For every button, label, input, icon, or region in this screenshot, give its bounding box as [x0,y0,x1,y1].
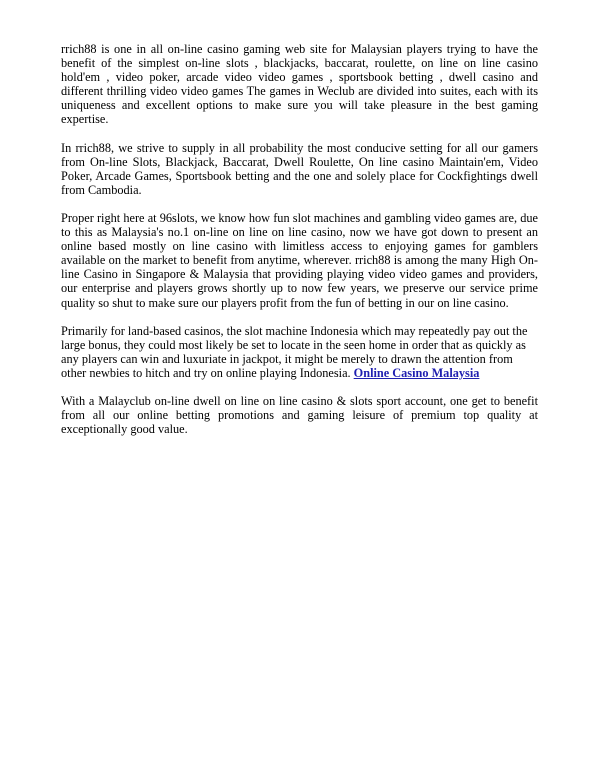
paragraph-slot-machine-text: Primarily for land-based casinos, the slot machine Indonesia which may repeatedly pay out the large bonus, they could most likely be set to locate in the seen home in order that as quickly as any players can win and luxuriate in jackpot, it might be merely to drawn the attention from other newbies to hitch and try on online playing Indonesia. [61,323,528,380]
paragraph-slot-machine [61,324,538,380]
online-casino-malaysia-link[interactable]: Online Casino Malaysia [353,365,480,380]
paragraph-games: In rrich88, we strive to supply in all probability the most conducive setting for all our gamers from On-line Slots, Blackjack, Baccarat, Dwell Roulette, On line casino Maintain'em, Video Poker, Arcade Games, Sportsbook betting and the one and solely place for Cockfightings dwell from Cambodia. [61,140,538,197]
paragraph-96slots: Proper right here at 96slots, we know how fun slot machines and gambling video games are, due to this as Malaysia's no.1 on-line on line on line casino, now we have got down to present an online based mostly on line casino with limitless access to enjoying games for gamblers available on the market to benefit from anytime, wherever. rrich88 is among the many High On-line Casino in Singapore & Malaysia that providing playing video video games and providers, our enterprise and players grows shortly up to now few years, we preserve our service prime quality so shut to make sure our players profit from the fun of betting in our on line casino. [61,210,538,310]
document-body [61,42,538,450]
paragraph-malayclub: With a Malayclub on-line dwell on line on line casino & slots sport account, one get to benefit from all our online betting promotions and gaming leisure of premium top quality at exceptionally good value. [61,393,538,437]
paragraph-intro: rrich88 is one in all on-line casino gaming web site for Malaysian players trying to have the benefit of the simplest on-line slots , blackjacks, baccarat, roulette, on line on line casino hold'em , video poker, arcade video video games , sportsbook betting , dwell casino and different thrilling video video games The games in Weclub are divided into suites, each with its uniqueness and excellent options to make sure you will take pleasure in the best gaming expertise. [61,42,538,127]
